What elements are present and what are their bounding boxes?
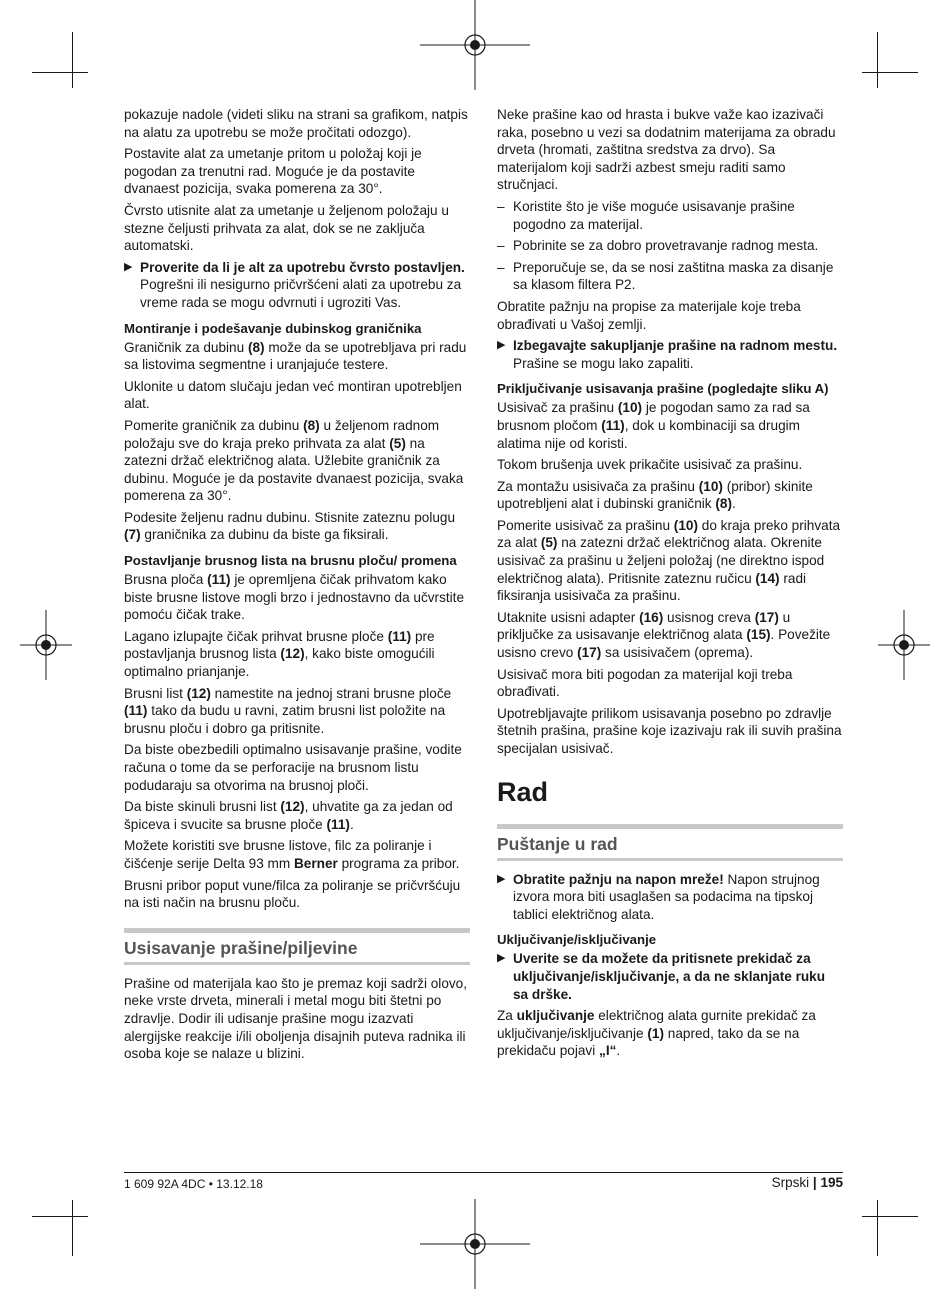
paragraph: Brusna ploča (11) je opremljena čičak prihvatom kako biste brusne listove mogli brzo i jednostavno da učvrstite pomoću čičak trake. (124, 572, 465, 623)
subheading: Montiranje i podešavanje dubinskog graničnika (124, 320, 422, 336)
paragraph: Možete koristiti sve brusne listove, filc za poliranje i čišćenje serije Delta 93 mm Berner programa za pribor. (124, 838, 460, 871)
paragraph: Za montažu usisivača za prašinu (10) (pribor) skinite upotrebljeni alat i dubinski graničnik (8). (497, 478, 813, 512)
dash-bullet: – (497, 238, 505, 254)
crop-mark (862, 1216, 918, 1217)
paragraph: Brusni list (12) namestite na jednoj strani brusne ploče (11) tako da budu u ravni, zatim brusni list položite na brusnu ploču i dobro ga pritisnite. (124, 685, 452, 736)
paragraph: Prašine od materijala kao što je premaz koji sadrži olovo, neke vrste drveta, minerali i metal mogu biti štetni po zdravlje. Dodir ili udisanje prašine mogu izazvati alergijske reakcije i/ili oboljenja disajnih puteva radnika ili osoba koje se nalaze u blizini. (124, 975, 468, 1062)
dash-bullet: – (497, 198, 505, 214)
list-item: – Preporučuje se, da se nosi zaštitna maska za disanje sa klasom filtera P2. (497, 259, 834, 293)
warning-note: ▶ Izbegavajte sakupljanje prašine na radnom mestu. Prašine se mogu lako zapaliti. (497, 338, 838, 371)
footer-language: Srpski (771, 1175, 810, 1190)
registration-mark-icon (420, 0, 530, 90)
paragraph: Uklonite u datom slučaju jedan već montiran upotrebljen alat. (124, 378, 462, 412)
paragraph: Brusni pribor poput vune/filca za poliranje se pričvršćuju na isti način na brusnu ploču. (124, 877, 461, 911)
section-heading: Puštanje u rad (497, 824, 843, 861)
dash-bullet: – (497, 259, 505, 275)
subheading: Uključivanje/isključivanje (497, 932, 657, 948)
warning-triangle-icon: ▶ (124, 260, 133, 273)
paragraph: Tokom brušenja uvek prikačite usisivač za prašinu. (497, 457, 803, 473)
crop-mark (877, 32, 878, 88)
left-column (124, 106, 470, 1067)
list-item: – Koristite što je više moguće usisavanje prašine pogodno za materijal. (497, 198, 795, 232)
footer-divider (124, 1172, 843, 1173)
paragraph: Usisivač za prašinu (10) je pogodan samo za rad sa brusnom pločom (11), dok u kombinaciji sa drugim alatima nije od koristi. (497, 400, 810, 451)
warning-triangle-icon: ▶ (497, 339, 506, 352)
crop-mark (877, 1200, 878, 1256)
warning-note: ▶ Uverite se da možete da pritisnete prekidač za uključivanje/isključivanje, a da ne sklanjate ruku sa drške. (497, 951, 826, 1002)
subheading: Priključivanje usisavanja prašine (pogledajte sliku A) (497, 381, 829, 397)
paragraph: Da biste skinuli brusni list (12), uhvatite ga za jedan od špiceva i svucite sa brusne ploče (11). (124, 799, 453, 832)
paragraph: Čvrsto utisnite alat za umetanje u željenom položaju u stezne čeljusti prihvata za alat, dok se ne zaključa automatski. (124, 202, 449, 254)
list-item: – Pobrinite se za dobro provetravanje radnog mesta. (497, 238, 819, 254)
paragraph: Lagano izlupajte čičak prihvat brusne ploče (11) pre postavljanja brusnog lista (12), kako biste omogućili optimalno prianjanje. (124, 628, 435, 680)
paragraph: Graničnik za dubinu (8) može da se upotrebljava pri radu sa listovima segmentne i uranjajuće testere. (124, 339, 467, 373)
paragraph: Upotrebljavajte prilikom usisavanja posebno po zdravlje štetnih prašina, prašine koje izazivaju rak ili suvih prašina specijalan usisivač. (497, 705, 842, 756)
registration-mark-icon (420, 1199, 530, 1289)
paragraph: Obratite pažnju na propise za materijale koje treba obrađivati u Vašoj zemlji. (497, 298, 801, 332)
registration-mark-icon (878, 610, 930, 680)
paragraph: Utaknite usisni adapter (16) usisnog creva (17) u priključke za usisavanje električnog alata (15). Povežite usisno crevo (17) sa usisivačem (oprema). (497, 609, 831, 661)
paragraph: Pomerite usisivač za prašinu (10) do kraja preko prihvata za alat (5) na zatezni držač električnog alata. Okrenite usisivač za prašinu u željeni položaj (ne direktno ispod električnog alata). Pritisnite zateznu ručicu (14) radi fiksiranja usisivača za prašinu. (497, 517, 841, 604)
chapter-title: Rad (497, 776, 549, 807)
paragraph: Neke prašine kao od hrasta i bukve važe kao izazivači raka, posebno u vezi sa dodatnim materijama za obradu drveta (hromati, zaštitna sredstva za drvo). Sa materijalom koji sadrži azbest smeju raditi samo stručnjaci. (497, 107, 836, 193)
warning-triangle-icon: ▶ (497, 872, 506, 885)
paragraph: pokazuje nadole (videti sliku na strani sa grafikom, natpis na alatu za upotrebu se može pročitati odozgo). (124, 107, 468, 140)
right-column (497, 106, 843, 1064)
paragraph: Za uključivanje električnog alata gurnite prekidač za uključivanje/isključivanje (1) napred, tako da se na prekidaču pojavi „I“. (497, 1008, 816, 1059)
crop-mark (32, 1216, 88, 1217)
section-heading: Usisavanje prašine/piljevine (124, 928, 470, 965)
warning-triangle-icon: ▶ (497, 952, 506, 965)
paragraph: Postavite alat za umetanje pritom u položaj koji je pogodan za trenutni rad. Moguće je da postavite dvanaest pozicija, svaka pomerena za 30°. (124, 146, 422, 197)
paragraph: Pomerite graničnik za dubinu (8) u željenom radnom položaju sve do kraja preko prihvata za alat (5) na zatezni držač električnog alata. Užlebite graničnik za dubinu. Moguće je da postavite dvanaest pozicija, svaka pomerena za 30°. (124, 417, 464, 504)
paragraph: Usisivač mora biti pogodan za materijal koji treba obrađivati. (497, 666, 793, 700)
footer-document-code: 1 609 92A 4DC • 13.12.18 (124, 1177, 263, 1191)
crop-mark (72, 1200, 73, 1256)
page-number: 195 (820, 1175, 843, 1190)
crop-mark (32, 72, 88, 73)
registration-mark-icon (20, 610, 72, 680)
subheading: Postavljanje brusnog lista na brusnu ploču/ promena (124, 553, 457, 569)
paragraph: Da biste obezbedili optimalno usisavanje prašine, vodite računa o tome da se perforacije na brusnom listu podudaraju sa otvorima na brusnoj ploči. (124, 742, 462, 793)
footer-separator: | (812, 1175, 817, 1190)
paragraph: Podesite željenu radnu dubinu. Stisnite zateznu polugu (7) graničnika za dubinu da biste ga fiksirali. (124, 509, 456, 543)
warning-note: ▶ Proverite da li je alt za upotrebu čvrsto postavljen. Pogrešni ili nesigurno pričvršćeni alati za upotrebu za vreme rada se mogu odvrnuti i ugroziti Vas. (124, 259, 465, 310)
crop-mark (862, 72, 918, 73)
warning-note: ▶ Obratite pažnju na napon mreže! Napon strujnog izvora mora biti usaglašen sa podacima na tipskoj tablici električnog alata. (497, 871, 820, 922)
footer-page-info (772, 1175, 843, 1190)
crop-mark (72, 32, 73, 88)
